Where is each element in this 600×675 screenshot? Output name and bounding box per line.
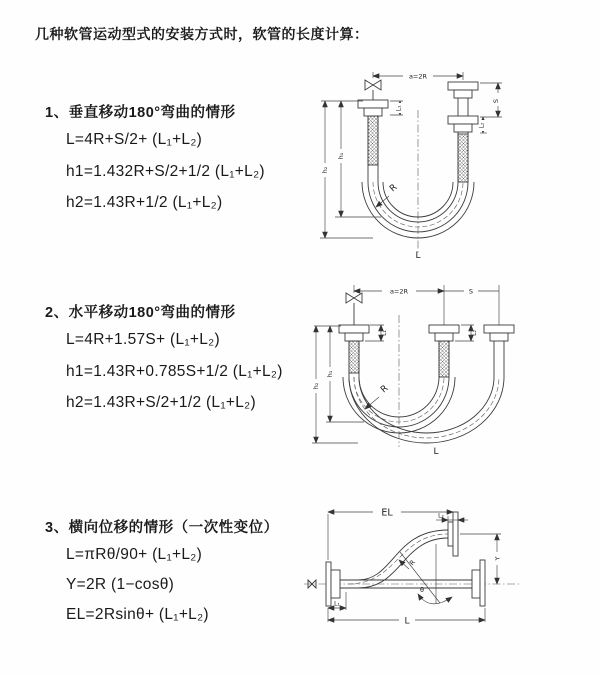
hose-legs (349, 341, 504, 377)
section2-formula-h2: h2=1.43R+S/2+1/2 (L₁+L₂) (66, 394, 256, 411)
hose-curved-position (340, 530, 448, 588)
section1-formula-h1: h1=1.432R+S/2+1/2 (L₁+L₂) (66, 163, 265, 180)
diagram-vertical-180-bend (313, 70, 523, 267)
hose-bend-displaced (349, 377, 504, 443)
page-title: 几种软管运动型式的安装方式时，软管的长度计算： (35, 26, 369, 42)
dimension-labels (334, 508, 501, 627)
dim-label-h1: h₁ (326, 370, 334, 378)
dim-label-a2r: a=2R (408, 72, 428, 81)
dim-label-l1: L₁ (381, 330, 388, 336)
length-label: L (404, 616, 410, 627)
section3-formula-y: Y=2R (1−cosθ) (66, 576, 175, 593)
radius-label: R (407, 558, 417, 568)
section1-formula-h2: h2=1.43R+1/2 (L₁+L₂) (66, 194, 223, 211)
section3-heading: 3、横向位移的情形（一次性变位） (45, 520, 279, 536)
section3-formula-l: L=πRθ/90+ (L₁+L₂) (66, 546, 203, 563)
valve-icon (346, 293, 362, 325)
dim-label-l2: L₂ (471, 330, 478, 336)
dimension-labels (312, 288, 478, 458)
dimension-lines (320, 72, 503, 239)
length-label: L (415, 251, 421, 261)
dim-label-s: S (492, 98, 500, 104)
valve-icon (365, 80, 381, 100)
length-label: L (433, 447, 439, 457)
section2-formula-h1: h1=1.43R+0.785S+1/2 (L₁+L₂) (66, 363, 283, 380)
dim-label-a2r: a=2R (389, 287, 409, 296)
dim-label-h2: h₂ (321, 166, 329, 174)
section3-formula-el: EL=2Rsinθ+ (L₁+L₂) (66, 606, 209, 623)
section1-formula-l: L=4R+S/2+ (L₁+L₂) (66, 131, 203, 148)
angle-label: θ (420, 586, 424, 594)
dim-label-l2: L₂ (478, 122, 486, 129)
radius-label: R (388, 182, 400, 195)
dim-label-l1: L₁ (395, 105, 403, 112)
dim-label-el: EL (381, 507, 393, 519)
dim-label-h1: h₁ (337, 152, 345, 160)
diagram-lateral-displacement (302, 500, 527, 637)
diagram-horizontal-180-bend (306, 281, 528, 464)
section2-heading: 2、水平移动180°弯曲的情形 (45, 305, 236, 321)
dim-label-l1: L₁ (334, 600, 340, 608)
dim-label-s: S (468, 287, 474, 296)
flange-fittings (339, 325, 514, 377)
dim-label-h2: h₂ (312, 382, 320, 390)
section2-formula-l: L=4R+1.57S+ (L₁+L₂) (66, 331, 220, 348)
radius-construction (399, 544, 452, 604)
dim-label-l2: L₂ (438, 512, 444, 520)
section1-heading: 1、垂直移动180°弯曲的情形 (45, 105, 236, 121)
radius-label: R (379, 383, 391, 396)
dim-label-y: Y (493, 556, 502, 561)
